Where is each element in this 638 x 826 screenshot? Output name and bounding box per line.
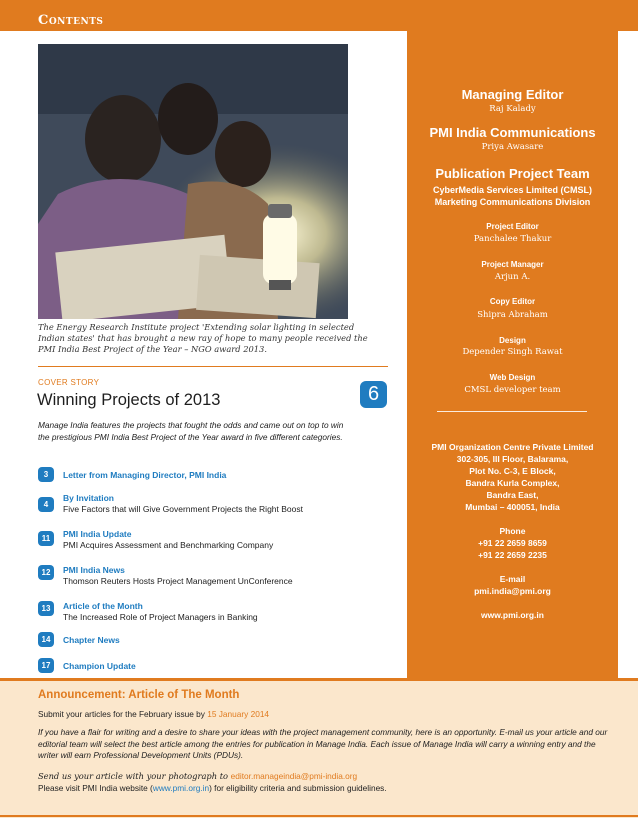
page-number-badge: 12 [38, 565, 54, 580]
design-label: Design [499, 336, 526, 345]
toc-heading[interactable]: Champion Update [63, 661, 136, 671]
website-link[interactable]: www.pmi.org.in [481, 610, 544, 620]
cover-page-badge[interactable]: 6 [360, 381, 387, 408]
toc-subtitle: PMI Acquires Assessment and Benchmarking Company [63, 540, 274, 550]
deadline-text: Submit your articles for the February issue by [38, 709, 208, 719]
managing-editor-label: Managing Editor [461, 87, 564, 102]
phone-number[interactable]: +91 22 2659 8659 [478, 538, 547, 548]
cover-story-description: Manage India features the projects that fought the odds and came out on top to win the prestigious PMI India Best Project of the Year award in five different categories. [38, 420, 344, 442]
email-label: E-mail [499, 574, 526, 584]
cover-photo [38, 44, 348, 319]
visit-suffix: ) for eligibility criteria and submission guidelines. [209, 783, 387, 793]
announcement-send [38, 771, 357, 781]
page-number-badge: 14 [38, 632, 54, 647]
design-name: Depender Singh Rawat [462, 347, 563, 357]
toc-subtitle: Thomson Reuters Hosts Project Management UnConference [63, 576, 293, 586]
divider [38, 366, 388, 367]
email-link[interactable]: pmi.india@pmi.org [474, 586, 551, 596]
website-link[interactable]: www.pmi.org.in [152, 783, 210, 793]
announcement-title: Announcement: Article of The Month [38, 689, 240, 701]
web-design-name: CMSL developer team [464, 385, 561, 395]
toc-heading[interactable]: PMI India Update [63, 529, 132, 539]
announcement-paragraph: If you have a flair for writing and a desire to share your ideas with the project management community, here is an opportunity. E-mail us your article and our editorial team will select the best article among the entries for publication in Manage India. Each issue of Manage India will carry a winning entry and the writer will earn Professional Development Units (PDUs). [38, 727, 608, 760]
toc-heading[interactable]: Chapter News [63, 635, 120, 645]
cover-story-title[interactable]: Winning Projects of 2013 [37, 391, 221, 409]
toc-heading[interactable]: Article of the Month [63, 601, 143, 611]
address-line: Plot No. C-3, E Block, [469, 466, 556, 476]
project-manager-name: Arjun A. [494, 272, 531, 282]
phone-number[interactable]: +91 22 2659 2235 [478, 550, 547, 560]
copy-editor-name: Shipra Abraham [477, 310, 548, 320]
toc-heading[interactable]: PMI India News [63, 565, 125, 575]
address-line: Bandra Kurla Complex, [465, 478, 560, 488]
editor-email-link[interactable]: editor.manageindia@pmi-india.org [230, 771, 358, 781]
address-line: 302-305, III Floor, Balarama, [456, 454, 569, 464]
page-title: Contents [38, 13, 104, 28]
project-editor-name: Panchalee Thakur [473, 234, 552, 244]
photo-caption: The Energy Research Institute project 'Extending solar lighting in selected Indian states' that has brought a new ray of hope to many people received the PMI India Best Project of the Year – NGO award 2013. [38, 322, 368, 354]
page-number-badge: 13 [38, 601, 54, 616]
cover-story-label: COVER STORY [38, 378, 100, 387]
divider [0, 678, 638, 681]
address-line: Mumbai – 400051, India [465, 502, 560, 512]
page-number-badge: 17 [38, 658, 54, 673]
toc-heading[interactable]: Letter from Managing Director, PMI India [63, 470, 227, 480]
announcement-visit [38, 783, 387, 793]
project-manager-label: Project Manager [481, 260, 544, 269]
send-text: Send us your article with your photograph to [38, 771, 231, 781]
page-number-badge: 4 [38, 497, 54, 512]
cover-photo-illustration [38, 44, 348, 319]
divider [437, 411, 587, 412]
communications-label: PMI India Communications [429, 125, 596, 140]
announcement-deadline [38, 709, 269, 719]
publication-line1: CyberMedia Services Limited (CMSL) [432, 185, 593, 195]
deadline-date: 15 January 2014 [207, 709, 270, 719]
project-editor-label: Project Editor [486, 222, 539, 231]
visit-text: Please visit PMI India website ( [38, 783, 153, 793]
masthead-sidebar [407, 31, 618, 678]
toc-subtitle: Five Factors that will Give Government Projects the Right Boost [63, 504, 303, 514]
page-number-badge: 11 [38, 531, 54, 546]
address-line: Bandra East, [486, 490, 539, 500]
divider [0, 815, 638, 817]
publication-team-label: Publication Project Team [435, 166, 590, 181]
address-line: PMI Organization Centre Private Limited [431, 442, 594, 452]
managing-editor-name: Raj Kalady [489, 104, 536, 114]
communications-name: Priya Awasare [481, 142, 544, 152]
toc-subtitle: The Increased Role of Project Managers in Banking [63, 612, 258, 622]
web-design-label: Web Design [489, 373, 536, 382]
copy-editor-label: Copy Editor [489, 297, 536, 306]
toc-heading[interactable]: By Invitation [63, 493, 115, 503]
publication-line2: Marketing Communications Division [434, 197, 591, 207]
page-number-badge: 3 [38, 467, 54, 482]
phone-label: Phone [499, 526, 526, 536]
